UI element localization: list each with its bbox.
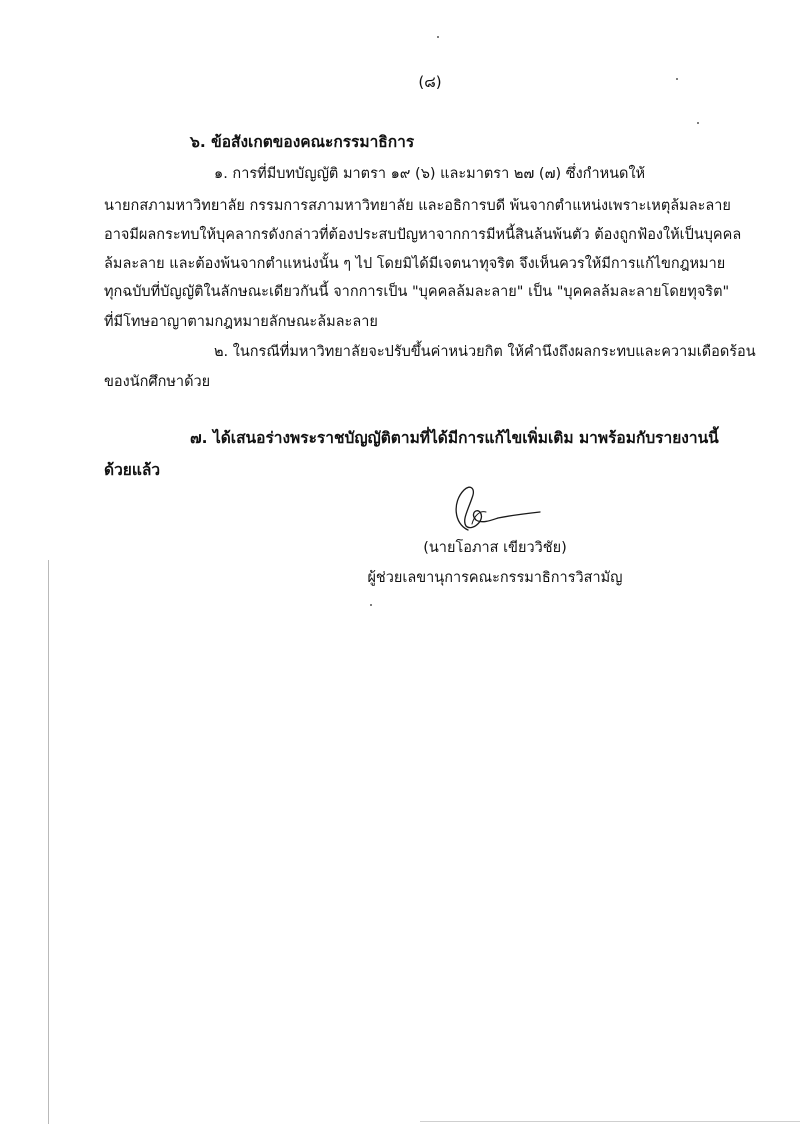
section-6-item-1-line: ๑. การที่มีบทบัญญัติ มาตรา ๑๙ (๖) และมาตรา ๒๗ (๗) ซึ่งกำหนดให้ (214, 166, 646, 182)
section-6-item-1-line: นายกสภามหาวิทยาลัย กรรมการสภามหาวิทยาลัย และอธิการบดี พ้นจากตำแหน่งเพราะเหตุล้มละลาย (104, 198, 731, 214)
signatory-position: ผู้ช่วยเลขานุการคณะกรรมาธิการวิสามัญ (367, 570, 623, 586)
signatory-name: (นายโอภาส เขียววิชัย) (423, 540, 567, 556)
scan-speck (437, 36, 439, 38)
scan-speck (370, 604, 372, 606)
scan-edge-bottom (420, 1121, 800, 1122)
scan-edge-left (48, 560, 49, 1124)
section-6-item-2-line: ของนักศึกษาด้วย (104, 374, 211, 390)
page-number: (๘) (418, 73, 442, 91)
section-7-line: ด้วยแล้ว (104, 461, 161, 479)
handwritten-signature (446, 480, 546, 540)
section-7-line: ๗. ได้เสนอร่างพระราชบัญญัติตามที่ได้มีการแก้ไขเพิ่มเติม มาพร้อมกับรายงานนี้ (190, 429, 719, 447)
section-6-heading: ๖. ข้อสังเกตของคณะกรรมาธิการ (190, 133, 415, 151)
section-6-item-1-line: ล้มละลาย และต้องพ้นจากตำแหน่งนั้น ๆ ไป โดยมิได้มีเจตนาทุจริต จึงเห็นควรให้มีการแก้ไขกฎหมาย (104, 256, 726, 272)
scan-speck (697, 122, 699, 124)
section-6-item-1-line: ทุกฉบับที่บัญญัติในลักษณะเดียวกันนี้ จากการเป็น "บุคคลล้มละลาย" เป็น "บุคคลล้มละลายโดยทุจริต" (104, 284, 730, 300)
section-6-item-1-line: ที่มีโทษอาญาตามกฎหมายลักษณะล้มละลาย (104, 314, 378, 330)
section-6-item-2-line: ๒. ในกรณีที่มหาวิทยาลัยจะปรับขึ้นค่าหน่วยกิต ให้คำนึงถึงผลกระทบและความเดือดร้อน (214, 344, 756, 360)
section-6-item-1-line: อาจมีผลกระทบให้บุคลากรดังกล่าวที่ต้องประสบปัญหาจากการมีหนี้สินล้นพ้นตัว ต้องถูกฟ้องให้เป็นบุคคล (104, 227, 742, 243)
